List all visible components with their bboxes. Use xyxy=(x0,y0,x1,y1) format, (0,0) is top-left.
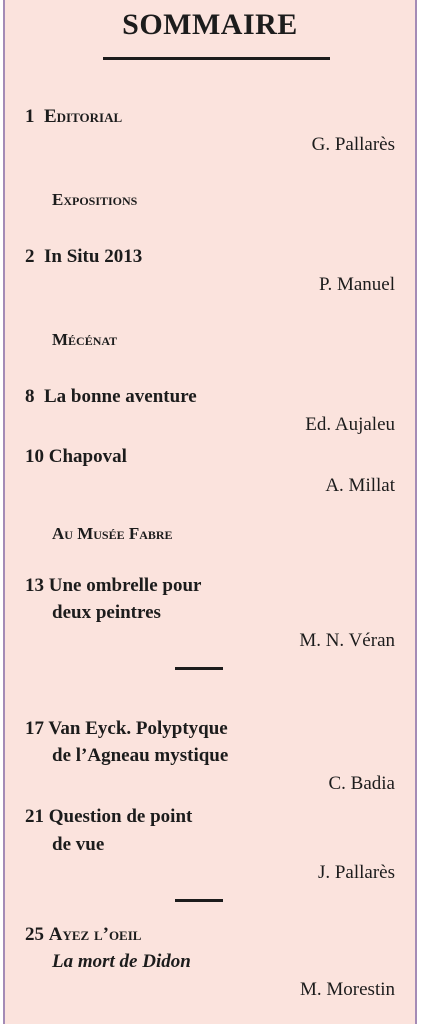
entry-ombrelle-title[interactable] xyxy=(25,575,201,597)
entry-question-author: J. Pallarès xyxy=(317,862,395,883)
entry-number: 1 xyxy=(25,106,35,127)
entry-number: 13 xyxy=(25,575,44,596)
entry-insitu-author: P. Manuel xyxy=(319,274,395,295)
entry-title: Ayez l’oeil xyxy=(48,924,142,945)
entry-question-title-cont: de vue xyxy=(52,834,105,855)
separator-dash xyxy=(175,667,223,670)
entry-title: In Situ 2013 xyxy=(44,246,143,267)
entry-chapoval-title[interactable] xyxy=(25,446,127,468)
entry-title: Editorial xyxy=(44,106,123,127)
entry-ombrelle-author: M. N. Véran xyxy=(299,630,395,651)
entry-editorial-title[interactable] xyxy=(25,106,122,128)
entry-number: 2 xyxy=(25,246,35,267)
entry-title: Van Eyck. Polyptyque xyxy=(48,718,228,739)
entry-oeil-title[interactable] xyxy=(25,924,141,946)
entry-vaneyck-title-cont: de l’Agneau mystique xyxy=(52,745,229,766)
entry-question-title[interactable] xyxy=(25,806,192,828)
entry-editorial-author: G. Pallarès xyxy=(311,134,395,155)
entry-number: 8 xyxy=(25,386,35,407)
entry-vaneyck-author: C. Badia xyxy=(328,773,395,794)
section-expositions: Expositions xyxy=(52,190,138,209)
sommaire-panel xyxy=(3,0,417,1024)
entry-ombrelle-title-cont: deux peintres xyxy=(52,602,161,623)
section-mecenat: Mécénat xyxy=(52,330,118,349)
entry-insitu-title[interactable] xyxy=(25,246,142,268)
entry-oeil-author: M. Morestin xyxy=(300,979,395,1000)
entry-title: Question de point xyxy=(48,806,193,827)
entry-title: La bonne aventure xyxy=(44,386,197,407)
entry-chapoval-author: A. Millat xyxy=(325,475,395,496)
entry-number: 21 xyxy=(25,806,44,827)
entry-vaneyck-title[interactable] xyxy=(25,718,228,740)
entry-number: 10 xyxy=(25,446,44,467)
separator-dash xyxy=(175,899,223,902)
entry-aventure-title[interactable] xyxy=(25,386,197,408)
entry-number: 25 xyxy=(25,924,44,945)
entry-title: Chapoval xyxy=(48,446,127,467)
entry-aventure-author: Ed. Aujaleu xyxy=(305,414,395,435)
entry-title: Une ombrelle pour xyxy=(48,575,202,596)
entry-number: 17 xyxy=(25,718,44,739)
title-underline xyxy=(103,57,330,60)
page-title: SOMMAIRE xyxy=(122,8,298,41)
entry-oeil-subtitle: La mort de Didon xyxy=(52,951,191,972)
section-musee-fabre: Au Musée Fabre xyxy=(52,524,173,543)
